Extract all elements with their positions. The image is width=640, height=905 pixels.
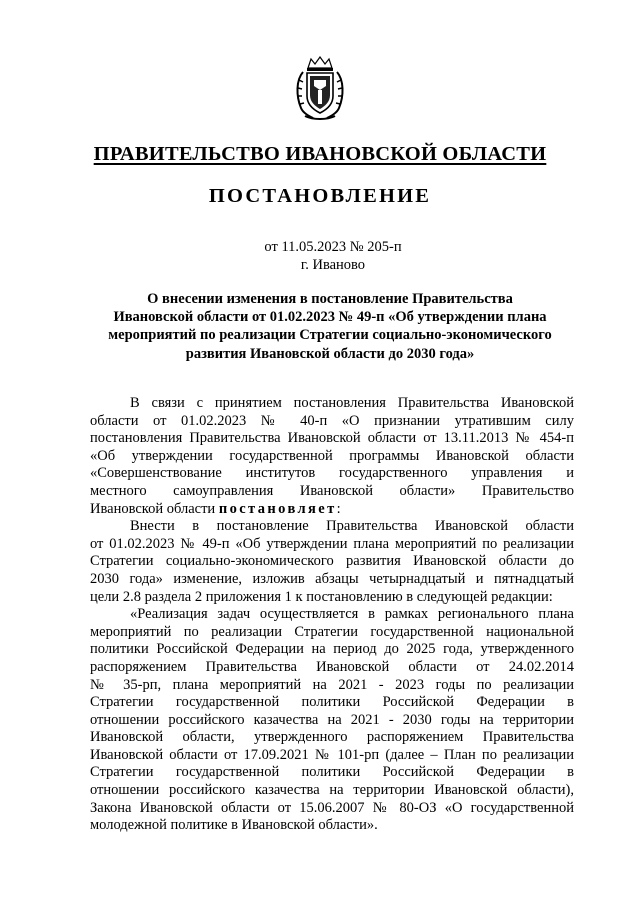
resolution-heading (80, 290, 580, 363)
document-type: ПОСТАНОВЛЕНИЕ (208, 185, 432, 207)
body-line: местного самоуправления Ивановской области» Правительство (90, 482, 574, 499)
body-line: «Реализация задач осуществляется в рамках регионального плана (130, 606, 574, 623)
body-line: распоряжением Правительства Ивановской области от 24.02.2014 (90, 658, 574, 675)
heading-line: развития Ивановской области до 2030 года» (185, 345, 475, 362)
body-line: молодежной политике в Ивановской области». (90, 817, 378, 834)
body-line: мероприятий по реализации Стратегии государственной национальной (90, 623, 574, 640)
body-line: области от 01.02.2023 № 40-п «О признании утратившим силу (90, 412, 574, 429)
heading-line: О внесении изменения в постановление Правительства (147, 291, 513, 307)
city: г. Иваново (300, 257, 366, 273)
body-line: Ивановской области, утвержденного распоряжением Правительства (90, 729, 574, 746)
body-line: Стратегии социально-экономического развития Ивановской области до (90, 553, 574, 570)
body-line: цели 2.8 раздела 2 приложения 1 к постановлению в следующей редакции: (90, 588, 553, 605)
body-line: постановления Правительства Ивановской области от 13.11.2013 № 454-п (90, 430, 574, 447)
body-line: Внести в постановление Правительства Ивановской области (130, 518, 574, 535)
body-text-fragment: Ивановской области (90, 500, 219, 517)
body-line: Закона Ивановской области от 15.06.2007 № 80-ОЗ «О государственной (90, 799, 574, 816)
body-line: Стратегии государственной политики Российской Федерации в (90, 694, 574, 711)
body-line: Стратегии государственной политики Российской Федерации в (90, 764, 574, 781)
date-number: от 11.05.2023 № 205-п (264, 239, 402, 255)
body-text-fragment: : (336, 500, 341, 517)
body-line: № 35-рп, плана мероприятий на 2021 - 2023 годы по реализации (90, 676, 574, 693)
heading-line: Ивановской области от 01.02.2023 № 49-п «Об утверждении плана (113, 309, 547, 326)
body-line: отношении российского казачества на 2021 - 2030 годы на территории (90, 711, 574, 728)
body-line: политики Российской Федерации на период до 2025 года, утвержденного (90, 641, 574, 658)
body-line (90, 501, 574, 519)
body-line: В связи с принятием постановления Правительства Ивановской (130, 395, 574, 411)
document-body (90, 395, 574, 835)
body-line: от 01.02.2023 № 49-п «Об утверждении плана мероприятий по реализации (90, 535, 574, 552)
body-line: 2030 года» изменение, изложив абзацы четырнадцатый и пятнадцатый (90, 570, 574, 587)
body-line: Ивановской области от 17.09.2021 № 101-рп (далее – План по реализации (90, 746, 574, 763)
heading-line: мероприятий по реализации Стратегии социально-экономического (108, 327, 552, 344)
decree-word: постановляет (218, 500, 337, 517)
government-title: ПРАВИТЕЛЬСТВО ИВАНОВСКОЙ ОБЛАСТИ (93, 143, 547, 165)
coat-of-arms-icon (293, 56, 347, 122)
body-line: «Совершенствование институтов государственного управления и (90, 465, 574, 482)
body-line: «Об утверждении государственной программы Ивановской области (90, 447, 574, 464)
body-line: отношении российского казачества на территории Ивановской области), (90, 782, 574, 799)
